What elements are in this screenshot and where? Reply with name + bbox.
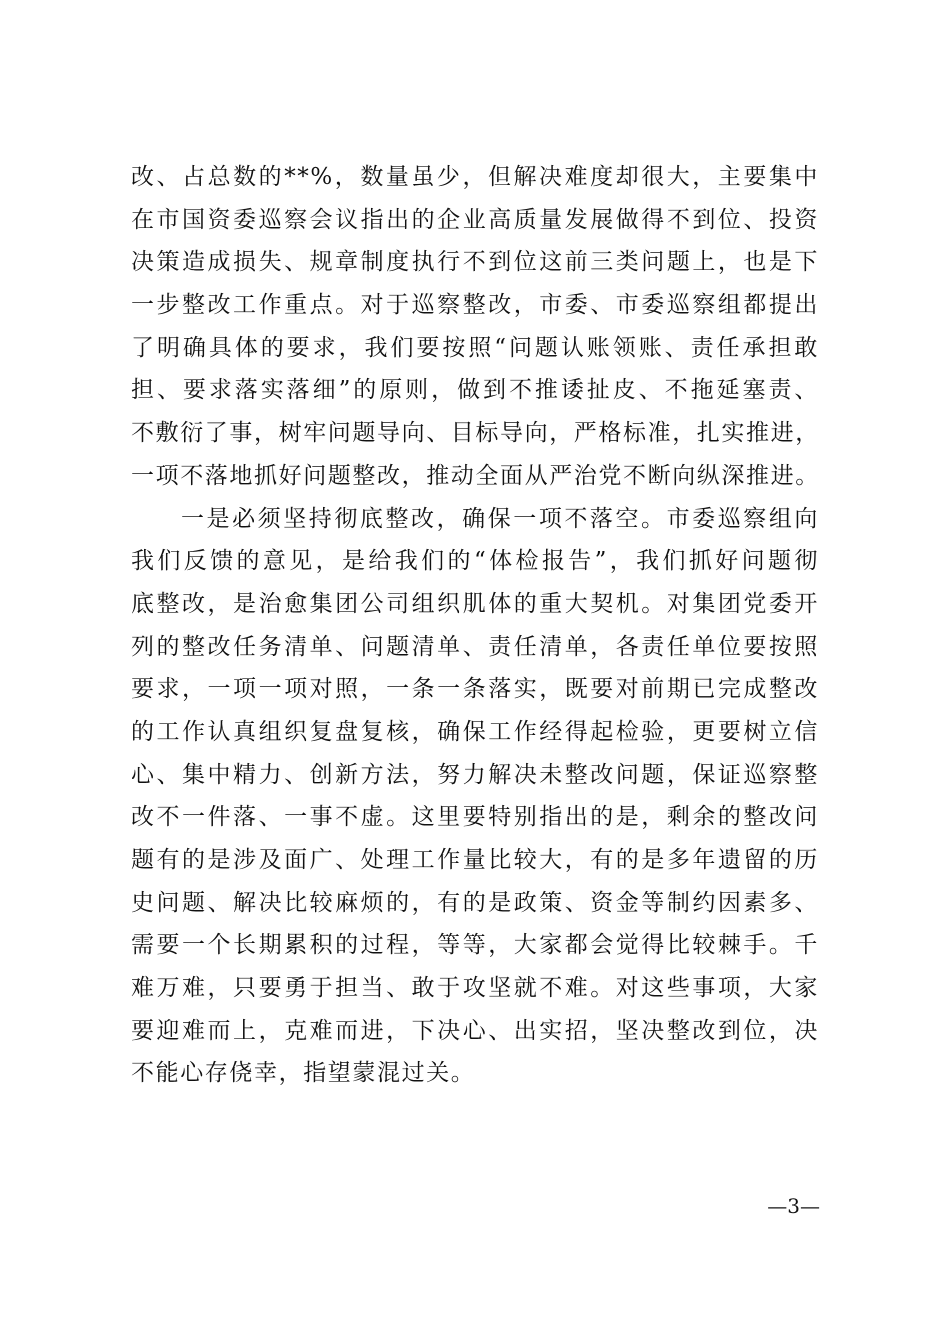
text-line: 要求，一项一项对照，一条一条落实，既要对前期已完成整改 (131, 676, 819, 703)
text-line: 担、要求落实落细”的原则，做到不推诿扯皮、不拖延塞责、 (131, 377, 819, 404)
text-line: 改、占总数的**%，数量虽少，但解决难度却很大，主要集中 (131, 164, 819, 190)
text-line: 改不一件落、一事不虚。这里要特别指出的是，剩余的整改问 (131, 804, 819, 831)
text-line: 一步整改工作重点。对于巡察整改，市委、市委巡察组都提出 (131, 292, 819, 319)
text-line: 题有的是涉及面广、处理工作量比较大，有的是多年遗留的历 (131, 847, 819, 873)
text-line: 不敷衍了事，树牢问题导向、目标导向，严格标准，扎实推进， (131, 420, 820, 447)
text-line: 我们反馈的意见，是给我们的“体检报告”，我们抓好问题彻 (131, 548, 819, 575)
page-number: —3— (767, 1194, 820, 1218)
text-line: 列的整改任务清单、问题清单、责任清单，各责任单位要按照 (131, 633, 819, 660)
text-line: 的工作认真组织复盘复核，确保工作经得起检验，更要树立信 (131, 718, 819, 745)
text-line: 决策造成损失、规章制度执行不到位这前三类问题上，也是下 (131, 249, 819, 276)
text-line: 难万难，只要勇于担当、敢于攻坚就不难。对这些事项，大家 (131, 975, 819, 1002)
paragraph-first-line: 一是必须坚持彻底整改，确保一项不落空。市委巡察组向 (181, 505, 819, 532)
text-line: 心、集中精力、创新方法，努力解决未整改问题，保证巡察整 (131, 761, 819, 788)
text-line: 要迎难而上，克难而进，下决心、出实招，坚决整改到位，决 (131, 1017, 819, 1044)
text-line: 不能心存侥幸，指望蒙混过关。 (131, 1060, 476, 1087)
text-line: 一项不落地抓好问题整改，推动全面从严治党不断向纵深推进。 (131, 462, 820, 489)
text-line: 底整改，是治愈集团公司组织肌体的重大契机。对集团党委开 (131, 590, 819, 617)
text-line: 了明确具体的要求，我们要按照“问题认账领账、责任承担敢 (131, 334, 819, 361)
text-line: 在市国资委巡察会议指出的企业高质量发展做得不到位、投资 (131, 206, 819, 233)
text-line: 史问题、解决比较麻烦的，有的是政策、资金等制约因素多、 (131, 889, 819, 916)
body-text (131, 156, 819, 1095)
text-line: 需要一个长期累积的过程，等等，大家都会觉得比较棘手。千 (131, 932, 819, 959)
